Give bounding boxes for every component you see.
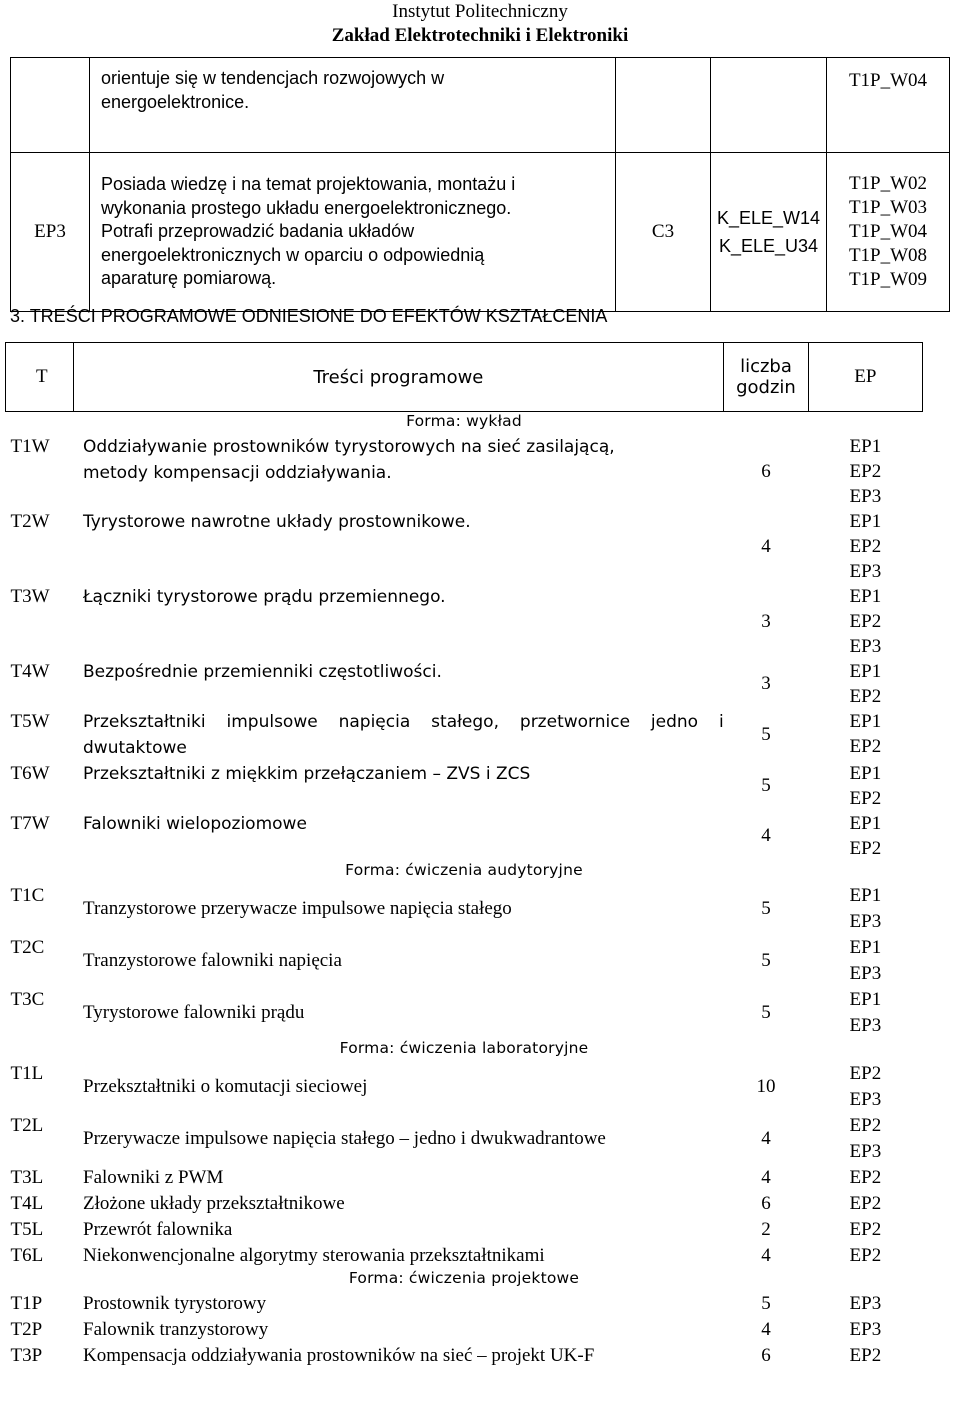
form-lab-row [6, 1039, 923, 1061]
table-row: T2P Falownik tranzystorowy 4 EP3 [10, 1319, 882, 1340]
form-exercises-row [6, 861, 923, 883]
table-row: T2W Tyrystorowe nawrotne układy prostownikowe. 4 EP1 EP2 EP3 [10, 511, 882, 582]
table-row: T4L Złożone układy przekształtnikowe 6 EP2 [10, 1193, 882, 1214]
header-content: Treści programowe [73, 343, 724, 412]
table-row: T7W Falowniki wielopoziomowe 4 EP1 EP2 [10, 813, 882, 859]
table-row: T5L Przewrót falownika 2 EP2 [10, 1219, 882, 1240]
department-name: Zakład Elektrotechniki i Elektroniki [331, 25, 629, 46]
institute-name: Instytut Politechniczny [392, 1, 568, 22]
field-outcome-refs: K_ELE_W14 K_ELE_U34 [711, 153, 827, 312]
header-t: T [6, 343, 74, 412]
program-content-table [5, 342, 923, 1369]
table-row: T6L Niekonwencjonalne algorytmy sterowania przekształtnikami 4 EP2 [10, 1245, 882, 1266]
outcome-id: EP3 [11, 153, 90, 312]
table-row: T6W Przekształtniki z miękkim przełączaniem – ZVS i ZCS 5 EP1 EP2 [10, 763, 882, 809]
table-row: T4W Bezpośrednie przemienniki częstotliwości. 3 EP1 EP2 [10, 661, 882, 707]
header-hours: liczba godzin [724, 343, 809, 412]
outcome-description: Posiada wiedzę i na temat projektowania, montażu i wykonania prostego układu energoelektronicznego. Potrafi przeprowadzić badania układów energoelektronicznych w oparciu o odpowiednią aparaturę pomiarową. [90, 153, 616, 312]
table-row: T3P Kompensacja oddziaływania prostowników na sieć – projekt UK-F 6 EP2 [10, 1345, 882, 1366]
table-header-row [6, 343, 923, 412]
table-row: T3W Łączniki tyrystorowe prądu przemiennego. 3 EP1 EP2 EP3 [10, 586, 882, 657]
table-row: T2L Przerywacze impulsowe napięcia stałego – jedno i dwukwadrantowe 4 EP2 EP3 [10, 1115, 882, 1162]
header-ep: EP [808, 343, 922, 412]
table-row: T2C Tranzystorowe falowniki napięcia 5 EP1 EP3 [10, 937, 882, 984]
form-lecture-row [6, 412, 923, 435]
table-row [11, 153, 950, 312]
table-row: T3C Tyrystorowe falowniki prądu 5 EP1 EP3 [10, 989, 882, 1036]
table-row: T1L Przekształtniki o komutacji sieciowej 10 EP2 EP3 [10, 1063, 882, 1110]
form-project-row [6, 1269, 923, 1291]
page-header [0, 0, 960, 50]
form-label: Forma: ćwiczenia laboratoryjne [339, 1039, 589, 1057]
table-row: orientuje się w tendencjach rozwojowych w energoelektronice. T1P_W04 [11, 58, 950, 153]
form-label: Forma: wykład [6, 412, 923, 435]
area-outcome-refs: T1P_W02 T1P_W03 T1P_W04 T1P_W08 T1P_W09 [827, 153, 950, 312]
table-row: T1W Oddziaływanie prostowników tyrystorowych na sieć zasilającą, metody kompensacji oddziaływania. 6 EP1 EP2 EP3 [10, 436, 882, 507]
section-title: 3. TREŚCI PROGRAMOWE ODNIESIONE DO EFEKTÓW KSZTAŁCENIA [10, 306, 608, 326]
table-row: T1C Tranzystorowe przerywacze impulsowe napięcia stałego 5 EP1 EP3 [10, 885, 882, 932]
table-row: T5W Przekształtniki impulsowe napięcia stałego, przetwornice jedno i dwutaktowe 5 EP1 EP2 [10, 711, 882, 758]
form-label: Forma: ćwiczenia audytoryjne [345, 861, 583, 879]
table-row: T3L Falowniki z PWM 4 EP2 [10, 1167, 882, 1188]
form-label: Forma: ćwiczenia projektowe [348, 1269, 580, 1287]
learning-outcomes-table [10, 57, 950, 312]
goal-ref: C3 [616, 153, 711, 312]
table-row: T1P Prostownik tyrystorowy 5 EP3 [10, 1293, 882, 1314]
